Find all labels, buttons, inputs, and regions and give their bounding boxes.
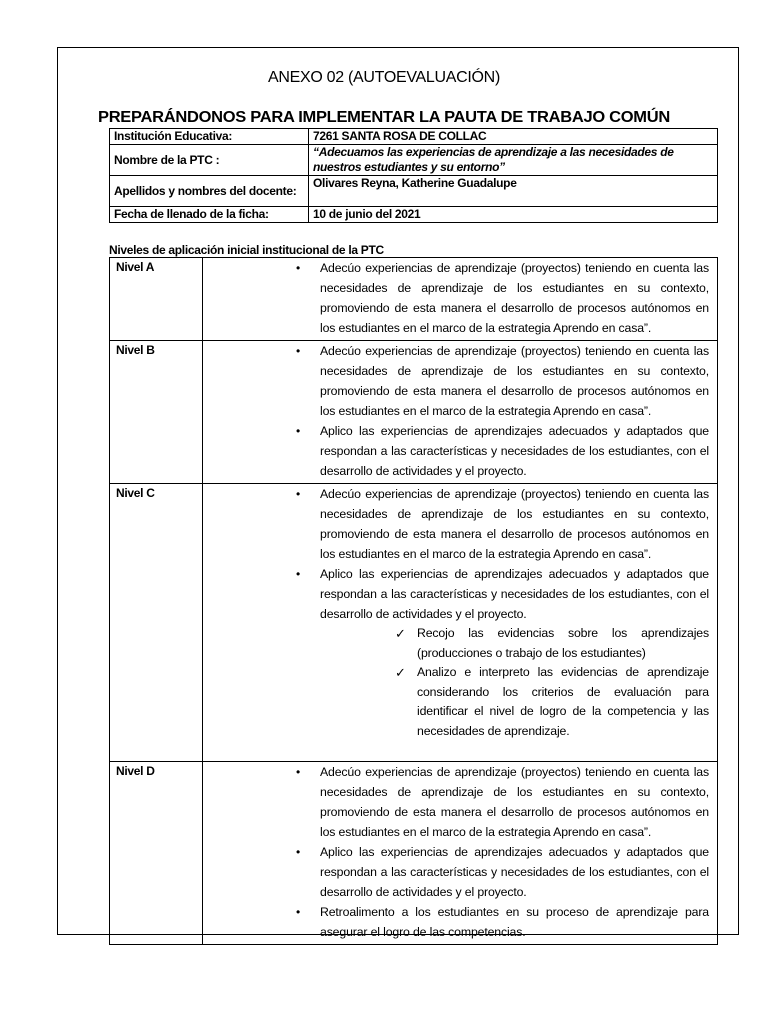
checkmark-icon: ✓ bbox=[395, 626, 406, 641]
level-row-c bbox=[110, 484, 718, 762]
level-b-label: Nivel B bbox=[110, 341, 203, 484]
level-d-label: Nivel D bbox=[110, 762, 203, 945]
info-row-ptc-name bbox=[110, 145, 718, 176]
annex-title: ANEXO 02 (AUTOEVALUACIÓN) bbox=[268, 69, 500, 86]
ptc-name-value: “Adecuamos las experiencias de aprendizaje a las necesidades de nuestros estudiantes y su entorno” bbox=[309, 145, 718, 176]
level-c-check-item: ✓ Analizo e interpreto las evidencias de aprendizaje considerando los criterios de evaluación para identificar el nivel de logro de la competencia y las necesidades de aprendizaje. bbox=[395, 665, 709, 738]
level-b-items bbox=[203, 341, 718, 484]
bullet-icon: • bbox=[296, 261, 301, 275]
ptc-name-label: Nombre de la PTC : bbox=[110, 145, 309, 176]
bullet-icon: • bbox=[296, 567, 301, 581]
info-row-date bbox=[110, 207, 718, 223]
level-a-label: Nivel A bbox=[110, 258, 203, 341]
date-value: 10 de junio del 2021 bbox=[309, 207, 718, 223]
checkmark-icon: ✓ bbox=[395, 665, 406, 680]
main-title: PREPARÁNDONOS PARA IMPLEMENTAR LA PAUTA DE TRABAJO COMÚN bbox=[97, 108, 670, 126]
spacer bbox=[203, 741, 709, 759]
bullet-icon: • bbox=[296, 845, 301, 859]
level-c-check-item: ✓ Recojo las evidencias sobre los aprendizajes (producciones o trabajo de los estudiantes) bbox=[395, 626, 709, 660]
level-c-items bbox=[203, 484, 718, 762]
institution-label: Institución Educativa: bbox=[110, 129, 309, 145]
bullet-icon: • bbox=[296, 765, 301, 779]
info-row-teacher bbox=[110, 176, 718, 207]
teacher-label: Apellidos y nombres del docente: bbox=[110, 176, 309, 207]
level-c-bullet: • Aplico las experiencias de aprendizajes adecuados y adaptados que respondan a las características y necesidades de los estudiantes, con el desarrollo de actividades y el proyecto. bbox=[203, 564, 709, 624]
bullet-icon: • bbox=[296, 344, 301, 358]
level-c-bullet: • Adecúo experiencias de aprendizaje (proyectos) teniendo en cuenta las necesidades de aprendizaje de los estudiantes en su contexto, promoviendo de esta manera el desarrollo de procesos autónomos en los estudiantes en el marco de la estrategia Aprendo en casa”. bbox=[203, 484, 709, 564]
level-d-bullet: • Aplico las experiencias de aprendizajes adecuados y adaptados que respondan a las características y necesidades de los estudiantes, con el desarrollo de actividades y el proyecto. bbox=[203, 842, 709, 902]
level-d-bullet: • Adecúo experiencias de aprendizaje (proyectos) teniendo en cuenta las necesidades de aprendizaje de los estudiantes en su contexto, promoviendo de esta manera el desarrollo de procesos autónomos en los estudiantes en el marco de la estrategia Aprendo en casa”. bbox=[203, 762, 709, 842]
level-d-bullet: • Retroalimento a los estudiantes en su proceso de aprendizaje para asegurar el logro de las competencias. bbox=[203, 902, 709, 942]
institution-value: 7261 SANTA ROSA DE COLLAC bbox=[309, 129, 718, 145]
level-row-a bbox=[110, 258, 718, 341]
level-row-b bbox=[110, 341, 718, 484]
bullet-icon: • bbox=[296, 487, 301, 501]
info-row-institution bbox=[110, 129, 718, 145]
level-d-items bbox=[203, 762, 718, 945]
level-a-items bbox=[203, 258, 718, 341]
level-b-bullet: • Aplico las experiencias de aprendizajes adecuados y adaptados que respondan a las características y necesidades de los estudiantes, con el desarrollo de actividades y el proyecto. bbox=[203, 421, 709, 481]
teacher-value: Olivares Reyna, Katherine Guadalupe bbox=[309, 176, 718, 207]
bullet-icon: • bbox=[296, 905, 301, 919]
level-b-bullet: • Adecúo experiencias de aprendizaje (proyectos) teniendo en cuenta las necesidades de aprendizaje de los estudiantes en su contexto, promoviendo de esta manera el desarrollo de procesos autónomos en los estudiantes en el marco de la estrategia Aprendo en casa”. bbox=[203, 341, 709, 421]
bullet-icon: • bbox=[296, 424, 301, 438]
level-c-label: Nivel C bbox=[110, 484, 203, 762]
level-a-bullet: • Adecúo experiencias de aprendizaje (proyectos) teniendo en cuenta las necesidades de aprendizaje de los estudiantes en su contexto, promoviendo de esta manera el desarrollo de procesos autónomos en los estudiantes en el marco de la estrategia Aprendo en casa”. bbox=[203, 258, 709, 338]
info-table bbox=[109, 128, 718, 223]
level-row-d bbox=[110, 762, 718, 945]
date-label: Fecha de llenado de la ficha: bbox=[110, 207, 309, 223]
levels-heading: Niveles de aplicación inicial institucional de la PTC bbox=[109, 243, 384, 257]
levels-table bbox=[109, 257, 718, 945]
